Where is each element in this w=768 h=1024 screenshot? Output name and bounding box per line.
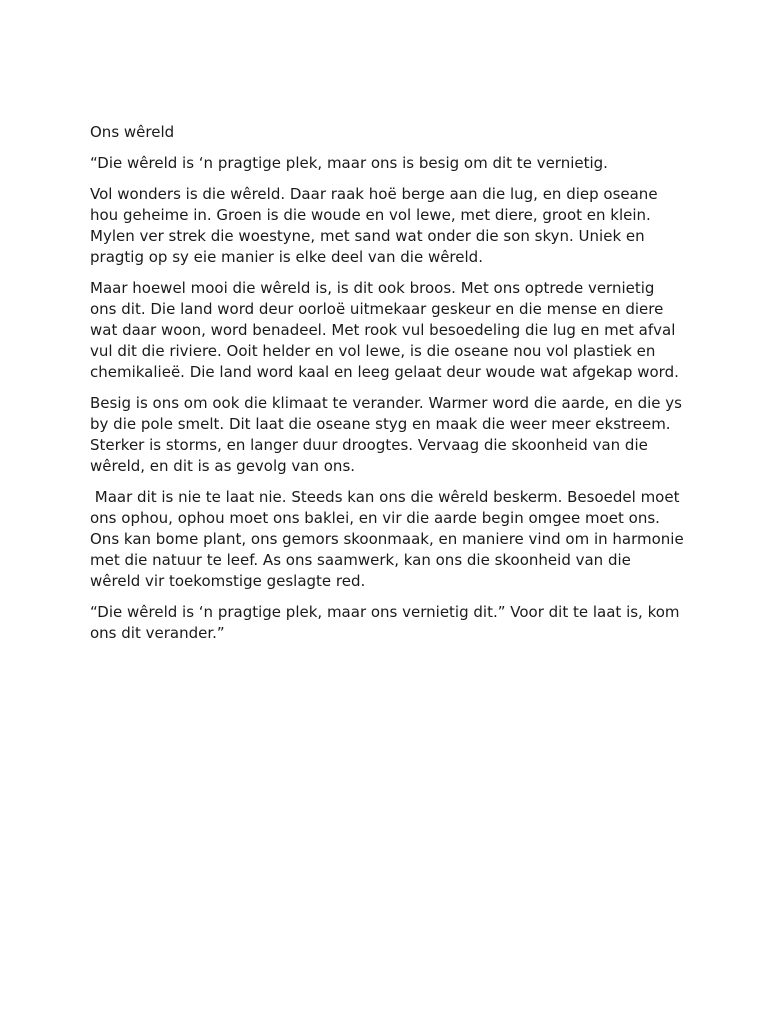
paragraph-intro-quote: “Die wêreld is ‘n pragtige plek, maar ons is besig om dit te vernietig.	[90, 154, 608, 172]
document-title: Ons wêreld	[90, 123, 175, 141]
paragraph-climate: Besig is ons om ook die klimaat te verander. Warmer word die aarde, en die ys by die pole smelt. Dit laat die oseane styg en maak die weer meer ekstreem. Sterker is storms, en langer duur droogtes. Vervaag die skoonheid van die wêreld, en dit is as gevolg van ons.	[90, 394, 687, 475]
document-body	[90, 122, 689, 654]
paragraph-wonders: Vol wonders is die wêreld. Daar raak hoë berge aan die lug, en diep oseane hou geheime in. Groen is die woude en vol lewe, met diere, groot en klein. Mylen ver strek die woestyne, met sand wat onder die son skyn. Uniek en pragtig op sy eie manier is elke deel van die wêreld.	[90, 185, 663, 266]
paragraph-fragile: Maar hoewel mooi die wêreld is, is dit ook broos. Met ons optrede vernietig ons dit. Die land word deur oorloë uitmekaar geskeur en die mense en diere wat daar woon, word benadeel. Met rook vul besoedeling die lug en met afval vul dit die riviere. Ooit helder en vol lewe, is die oseane nou vol plastiek en chemikalieë. Die land word kaal en leeg gelaat deur woude wat afgekap word.	[90, 279, 681, 381]
paragraph-not-too-late: Maar dit is nie te laat nie. Steeds kan ons die wêreld beskerm. Besoedel moet ons ophou, ophou moet ons baklei, en vir die aarde begin omgee moet ons. Ons kan bome plant, ons gemors skoonmaak, en maniere vind om in harmonie met die natuur te leef. As ons saamwerk, kan ons die skoonheid van die wêreld vir toekomstige geslagte red.	[90, 488, 689, 590]
paragraph-closing-quote: “Die wêreld is ‘n pragtige plek, maar ons vernietig dit.” Voor dit te laat is, kom ons dit verander.”	[90, 603, 685, 642]
